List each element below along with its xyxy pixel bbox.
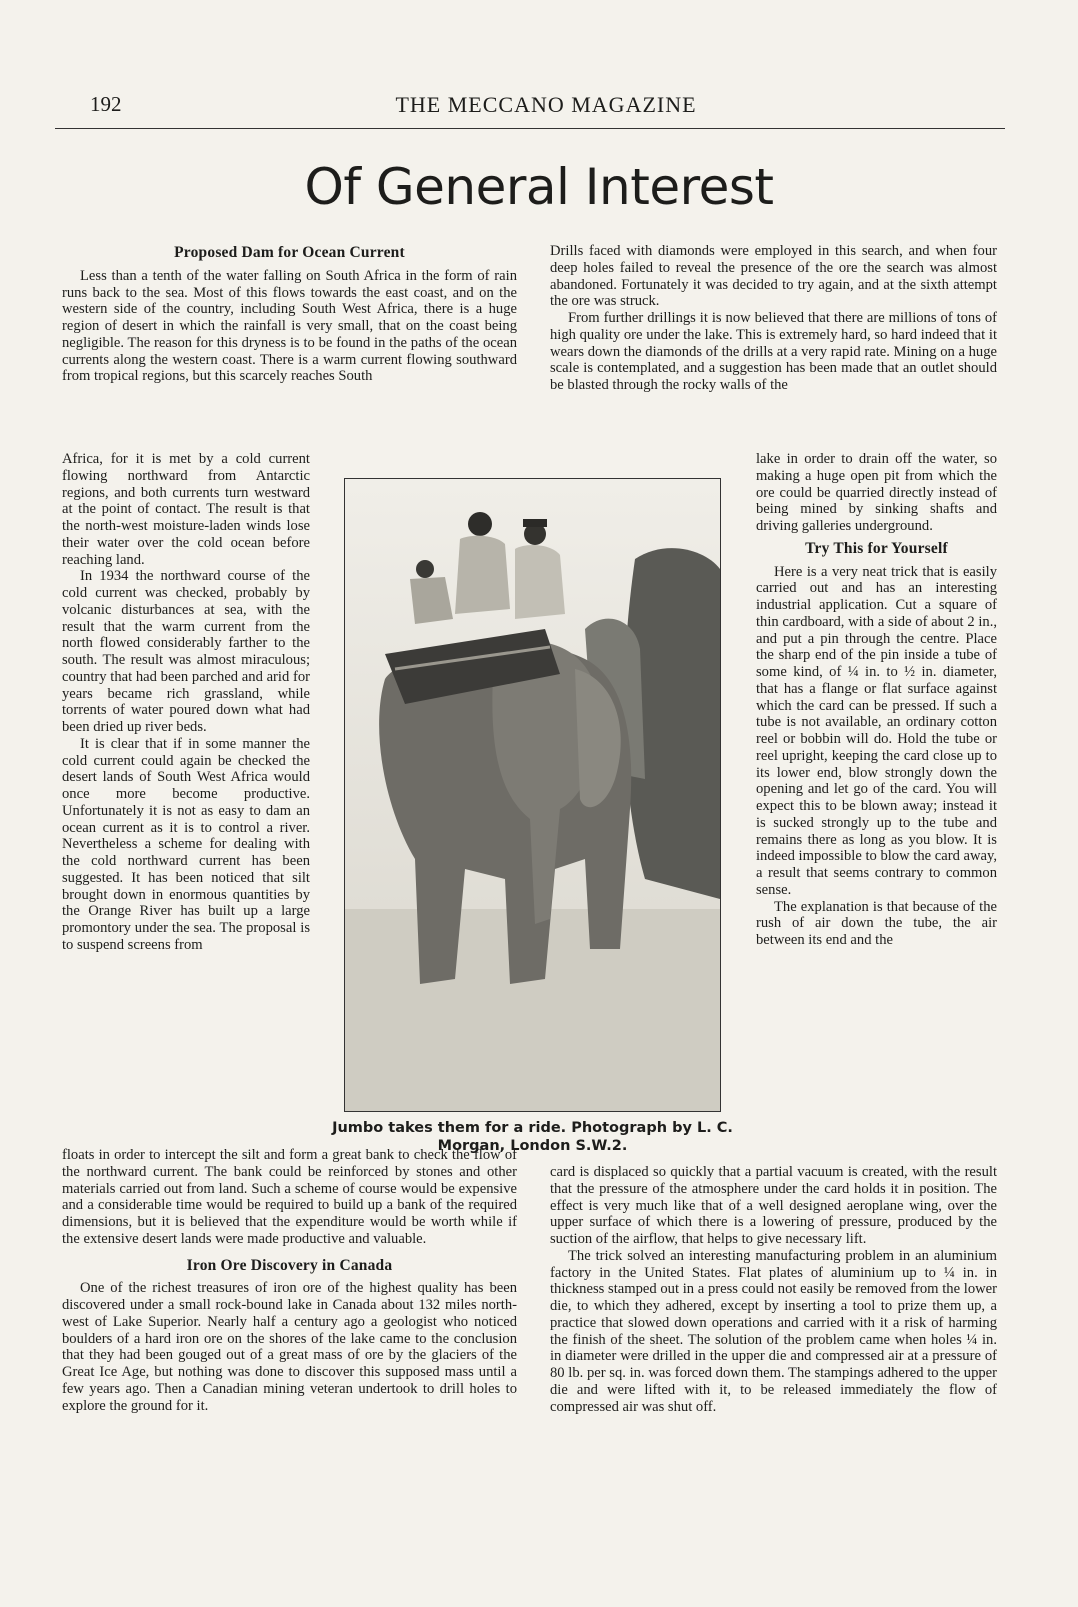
trick-article-bottom xyxy=(550,1164,997,1415)
photo-caption: Jumbo takes them for a ride. Photograph by L. C. Morgan, London S.W.2. xyxy=(332,1120,733,1154)
elephant-image xyxy=(345,479,720,1111)
magazine-title: THE MECCANO MAGAZINE xyxy=(395,92,697,117)
trick-article-narrow xyxy=(756,451,997,949)
trick-paragraph-3: The trick solved an interesting manufacturing problem in an aluminium factory in the United States. Flat plates of aluminium up to ¼ in. in thickness stamped out in a press could not easily be removed from the lower die, to which they adhered, except by inserting a tool to prize them up, a practice that slowed down operations and carried with it a risk of harming the finish of the sheet. The solution of the problem came when holes ¼ in. in diameter were drilled in the upper die and compressed air at a pressure of 80 lb. per sq. in. was forced down them. The stampings adhered to the upper die and were lifted with it, to be released immediately the flow of compressed air was shut off. xyxy=(550,1247,997,1415)
iron-paragraph-1: One of the richest treasures of iron ore of the highest quality has been discovered under a small rock-bound lake in Canada about 132 miles north-west of Lake Superior. Nearly half a century ago a geologist who noticed boulders of a hard iron ore on the shores of the lake came to the conclusion that they had been gouged out of a great mass of ore by the glaciers of the Great Ice Age, but nothing was done to discover this supposed mass until a few years ago. Then a Canadian mining veteran undertook to drill holes to explore the ground for it. xyxy=(62,1280,517,1414)
trick-paragraph-1: Here is a very neat trick that is easily carried out and has an interesting industrial application. Cut a square of thin cardboard, with a side of about 2 in., and put a pin through the centre. Place the sharp end of the pin inside a tube of some kind, of ¼ in. to ½ in. diameter, that has a flange or flat surface against which the card can be pressed. If such a tube is not available, an ordinary cotton reel or bobbin will do. Hold the tube or reel upright, keeping the card close up to its lower end, blow strongly down the opening and let go of the card. You will expect this to be blown away; instead it is sucked strongly up to the tube and remains there as long as you blow. It is indeed impossible to blow the card away, a result that seems contrary to common sense. xyxy=(756,563,998,898)
dam-iron-article-bottom xyxy=(62,1147,517,1414)
dam-paragraph-3-wide: floats in order to intercept the silt and form a great bank to check the flow of the northward current. The bank could be reinforced by stones and other materials carried out from land. Such a scheme of course would be expensive and a considerable time would be required to build up a bank of the required dimensions, but it is believed that the expenditure would be worth while if the extensive desert lands were made productive and valuable. xyxy=(62,1147,517,1247)
page-title: Of General Interest xyxy=(304,158,774,216)
elephant-photograph xyxy=(344,478,721,1112)
trick-paragraph-2-narrow: The explanation is that because of the rush of air down the tube, the air between its end and the xyxy=(756,898,997,948)
page-number: 192 xyxy=(90,92,122,116)
dam-heading: Proposed Dam for Ocean Current xyxy=(174,244,405,261)
dam-article-top xyxy=(62,243,517,385)
iron-paragraph-2-narrow: lake in order to drain off the water, so making a huge open pit from which the ore could be quarried directly instead of being mined by sinking shafts and driving galleries underground. xyxy=(756,451,997,534)
dam-paragraph-1-narrow: Africa, for it is met by a cold current flowing northward from Antarctic regions, and both currents turn westward at the point of contact. The result is that the north-west moisture-laden winds lose their water over the cold ocean before reaching land. xyxy=(62,451,310,568)
trick-paragraph-2-wide: card is displaced so quickly that a partial vacuum is created, with the result that the pressure of the atmosphere under the card holds it in position. The effect is very much like that of a well designed aeroplane wing, over the upper surface of which there is a lowering of pressure, produced by the suction of the airflow, that helps to give necessary lift. xyxy=(550,1164,997,1247)
dam-article-narrow xyxy=(62,451,310,954)
iron-paragraph-2-wide: From further drillings it is now believed that there are millions of tons of high quality ore under the lake. This is extremely hard, so hard indeed that it wears down the diamonds of the drills at a very rapid rate. Mining on a huge scale is contemplated, and a suggestion has been made that an outlet should be blasted through the rocky walls of the xyxy=(550,310,997,393)
page-header xyxy=(90,92,1002,120)
header-rule xyxy=(55,128,1005,129)
iron-paragraph-1-cont: Drills faced with diamonds were employed in this search, and when four deep holes failed to reveal the presence of the ore the search was almost abandoned. Fortunately it was decided to try again, and at the sixth attempt the ore was struck. xyxy=(550,243,997,310)
trick-heading: Try This for Yourself xyxy=(805,539,948,557)
dam-paragraph-1-wide: Less than a tenth of the water falling on South Africa in the form of rain runs back to the sea. Most of this flows towards the east coast, and on the western side of the country, including South West Africa, there is a huge region of desert in which the rainfall is very small, that on the coast being negligible. The reason for this dryness is to be found in the paths of the ocean currents along the western coast. There is a warm current flowing southward from tropical regions, but this scarcely reaches South xyxy=(62,267,517,385)
iron-article-top xyxy=(550,243,997,394)
dam-paragraph-3-narrow: It is clear that if in some manner the cold current could again be checked the desert lands of South West Africa would once more become productive. Unfortunately it is not as easy to dam an ocean current as it is to control a river. Nevertheless a scheme for dealing with the cold northward current has been suggested. It has been noticed that silt brought down in enormous quantities by the Orange River has built up a large promontory under the sea. The proposal is to suspend screens from xyxy=(62,735,310,953)
dam-paragraph-2: In 1934 the northward course of the cold current was checked, probably by volcanic disturbances at sea, with the result that the warm current from the north flowed considerably farther to the south. The result was almost miraculous; country that had been parched and arid for years became rich grassland, while torrents of water poured down what had been dried up river beds. xyxy=(62,568,310,735)
iron-heading: Iron Ore Discovery in Canada xyxy=(186,1256,393,1274)
